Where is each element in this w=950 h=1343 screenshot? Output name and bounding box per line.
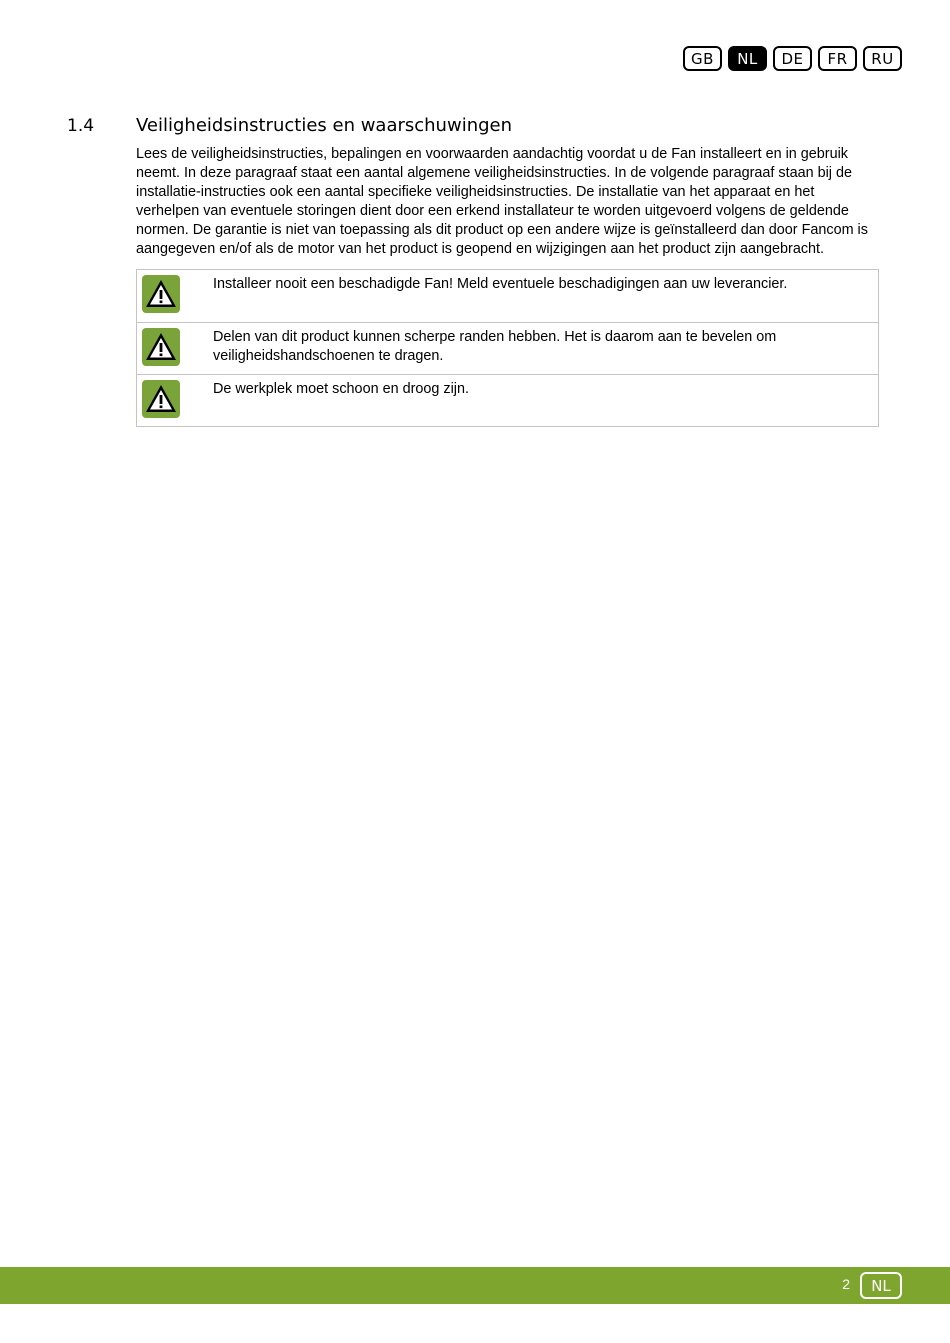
warning-triangle-icon [142, 328, 180, 366]
section-title: Veiligheidsinstructies en waarschuwingen [136, 115, 513, 136]
footer-language-badge: NL [860, 1272, 902, 1299]
warning-text: De werkplek moet schoon en droog zijn. [207, 375, 879, 427]
footer-bar [0, 1267, 950, 1304]
section-number: 1.4 [67, 116, 95, 136]
warning-triangle-icon [142, 275, 180, 313]
language-tabs [683, 46, 902, 71]
lang-tab-gb[interactable]: GB [683, 46, 722, 71]
lang-tab-de[interactable]: DE [773, 46, 812, 71]
page-number: 2 [842, 1276, 850, 1292]
warning-icon-cell [137, 323, 208, 375]
warning-text: Installeer nooit een beschadigde Fan! Meld eventuele beschadigingen aan uw leverancier. [207, 270, 879, 323]
lang-tab-ru[interactable]: RU [863, 46, 902, 71]
warning-text: Delen van dit product kunnen scherpe randen hebben. Het is daarom aan te bevelen om veiligheidshandschoenen te dragen. [207, 323, 879, 375]
warning-icon-cell [137, 270, 208, 323]
intro-paragraph: Lees de veiligheidsinstructies, bepalingen en voorwaarden aandachtig voordat u de Fan installeert en in gebruik neemt. In deze paragraaf staat een aantal algemene veiligheidsinstructies. In de volgende paragraaf staan bij de installatie-instructies ook een aantal specifieke veiligheidsinstructies. De installatie van het apparaat en het verhelpen van eventuele storingen dient door een erkend installateur te worden uitgevoerd volgens de geldende normen. De garantie is niet van toepassing als dit product op een andere wijze is geïnstalleerd dan door Fancom is aangegeven en/of als de motor van het product is geopend en wijzigingen aan het product zijn aangebracht. [136, 146, 868, 257]
warning-row [137, 270, 879, 323]
warning-triangle-icon [142, 380, 180, 418]
warnings-table [136, 269, 879, 427]
warning-row [137, 375, 879, 427]
warning-row [137, 323, 879, 375]
lang-tab-nl[interactable]: NL [728, 46, 767, 71]
warning-icon-cell [137, 375, 208, 427]
lang-tab-fr[interactable]: FR [818, 46, 857, 71]
